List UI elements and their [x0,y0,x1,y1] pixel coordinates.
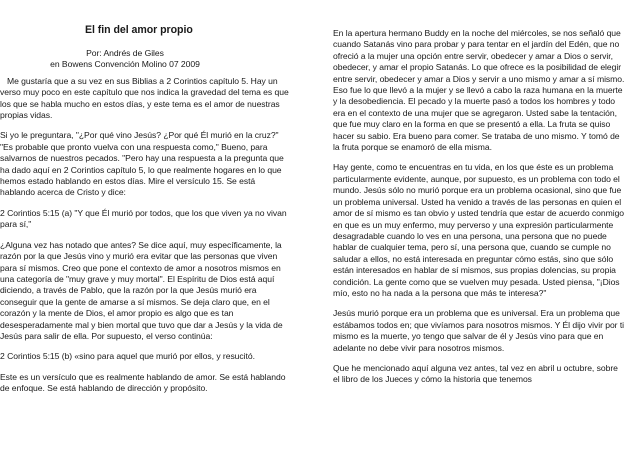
document-title: El fin del amor propio [85,24,193,36]
right-column [333,28,625,395]
paragraph: Jesús murió porque era un problema que es universal. Era un problema que estábamos todos en; que vivíamos para nosotros mismos. Y Él dijo vivir por ti mismo es la muerte, yo tengo que salvar de él y Jesús vino para que en adelante no debe vivir para nosotros mismos. [333,308,625,353]
author-line: Por: Andrés de Giles [86,48,164,58]
paragraph: Hay gente, como te encuentras en tu vida, en los que éste es un problema particularmente evidente, aunque, por supuesto, es un problema con todo el mundo. Jesús sólo no murió porque era un problema ocasional, sino que fue un problema universal. Usted ha venido a través de las personas en quien el amor de sí mismo es tan obvio y usted tendría que estar de acuerdo conmigo en que es un muy enfermo, muy perverso y una expresión particularmente desagradable cuando lo ves en una persona, una persona que no puede hablar de cualquier tema, pero sí, una persona que, cuando se cumple no saludar a ellos, no está interesada en preguntar cómo estás, sino que sólo están interesados en hablar de sí mismos, sus propias dolencias, su propia condición. La gente como que se vuelven muy pesada. Usted piensa, "¡Dios mío, esto no ha nada a la persona que más te interesa?" [333,162,625,298]
scripture-quote: 2 Corintios 5:15 (a) "Y que Él murió por todos, que los que viven ya no vivan para sí," [0,207,287,230]
paragraph: Me gustaría que a su vez en sus Biblias a 2 Corintios capítulo 5. Hay un verso muy poco en este capítulo que nos indica la gravedad del tema es que los que se habla mucho en estos días, y este tema es el amor de nuestras propias vidas. [0,75,289,121]
scripture-quote: 2 Corintios 5:15 (b) «sino para aquel que murió por ellos, y resucitó. [0,351,255,362]
paragraph: Este es un versículo que es realmente hablando de amor. Se está hablando de enfoque. Se está hablando de dirección y propósito. [0,371,286,394]
event-line: en Bowens Convención Molino 07 2009 [50,59,200,70]
paragraph: Si yo le preguntara, "¿Por qué vino Jesús? ¿Por qué Él murió en la cruz?" "Es probable que pronto vuelva con una respuesta como," Bueno, para salvarnos de nuestros pecados. "Pero hay una respuesta a la pregunta que ha dado aquí en 2 Corintios capítulo 5, lo que realmente hogares en lo que hemos estado hablando en estos días. Mire el versículo 15. Se está hablando acerca de Cristo y dice: [0,130,284,198]
left-column [0,24,292,404]
paragraph: ¿Alguna vez has notado que antes? Se dice aquí, muy específicamente, la razón por la que Jesús vino y murió era evitar que las personas que viven para sí mismos. Creo que pone el contexto de amor a nosotros mismos en una categoría de "muy grave y muy mortal". El Espíritu de Dios está aquí diciendo, a través de Pablo, que la razón por la que Jesús murió era conseguir que la gente de amarse a sí mismos. Se deja claro que, en el corazón y la mente de Dios, el amor propio es algo que es tan desesperadamente mal y bien mortal que tuvo que dar a Jesús y la vida de Jesús para salir de ella. Por supuesto, el verso continúa: [0,239,283,341]
paragraph: En la apertura hermano Buddy en la noche del miércoles, se nos señaló que cuando Satanás vino para probar y para tentar en el jardín del Edén, que no ofreció a la mujer una opción entre servir, obedecer y amar a Dios o servir, obedecer, y amar el propio Satanás. Lo que ofrece es la posibilidad de elegir entre servir, obedecer y amar a Dios y servir a uno mismo y amar a sí mismo. Eso fue lo que llevó a la mujer y se llevó a cabo la raza humana en la muerte y la desobediencia. El pecado y la muerte pasó a todos los hombres y todo era en el contexto de una mujer que se agregaron. Usted sabe la tentación, que fue muy claro en la forma en que se presentó a ella. La fruta se quiso hacer su sabio. Era bueno para comer. Se trataba de uno mismo. Y tomó de la fruta porque se enamoró de ella misma. [333,28,625,153]
paragraph: Que he mencionado aquí alguna vez antes, tal vez en abril u octubre, sobre el libro de los Jueces y cómo la historia que tenemos [333,362,618,385]
